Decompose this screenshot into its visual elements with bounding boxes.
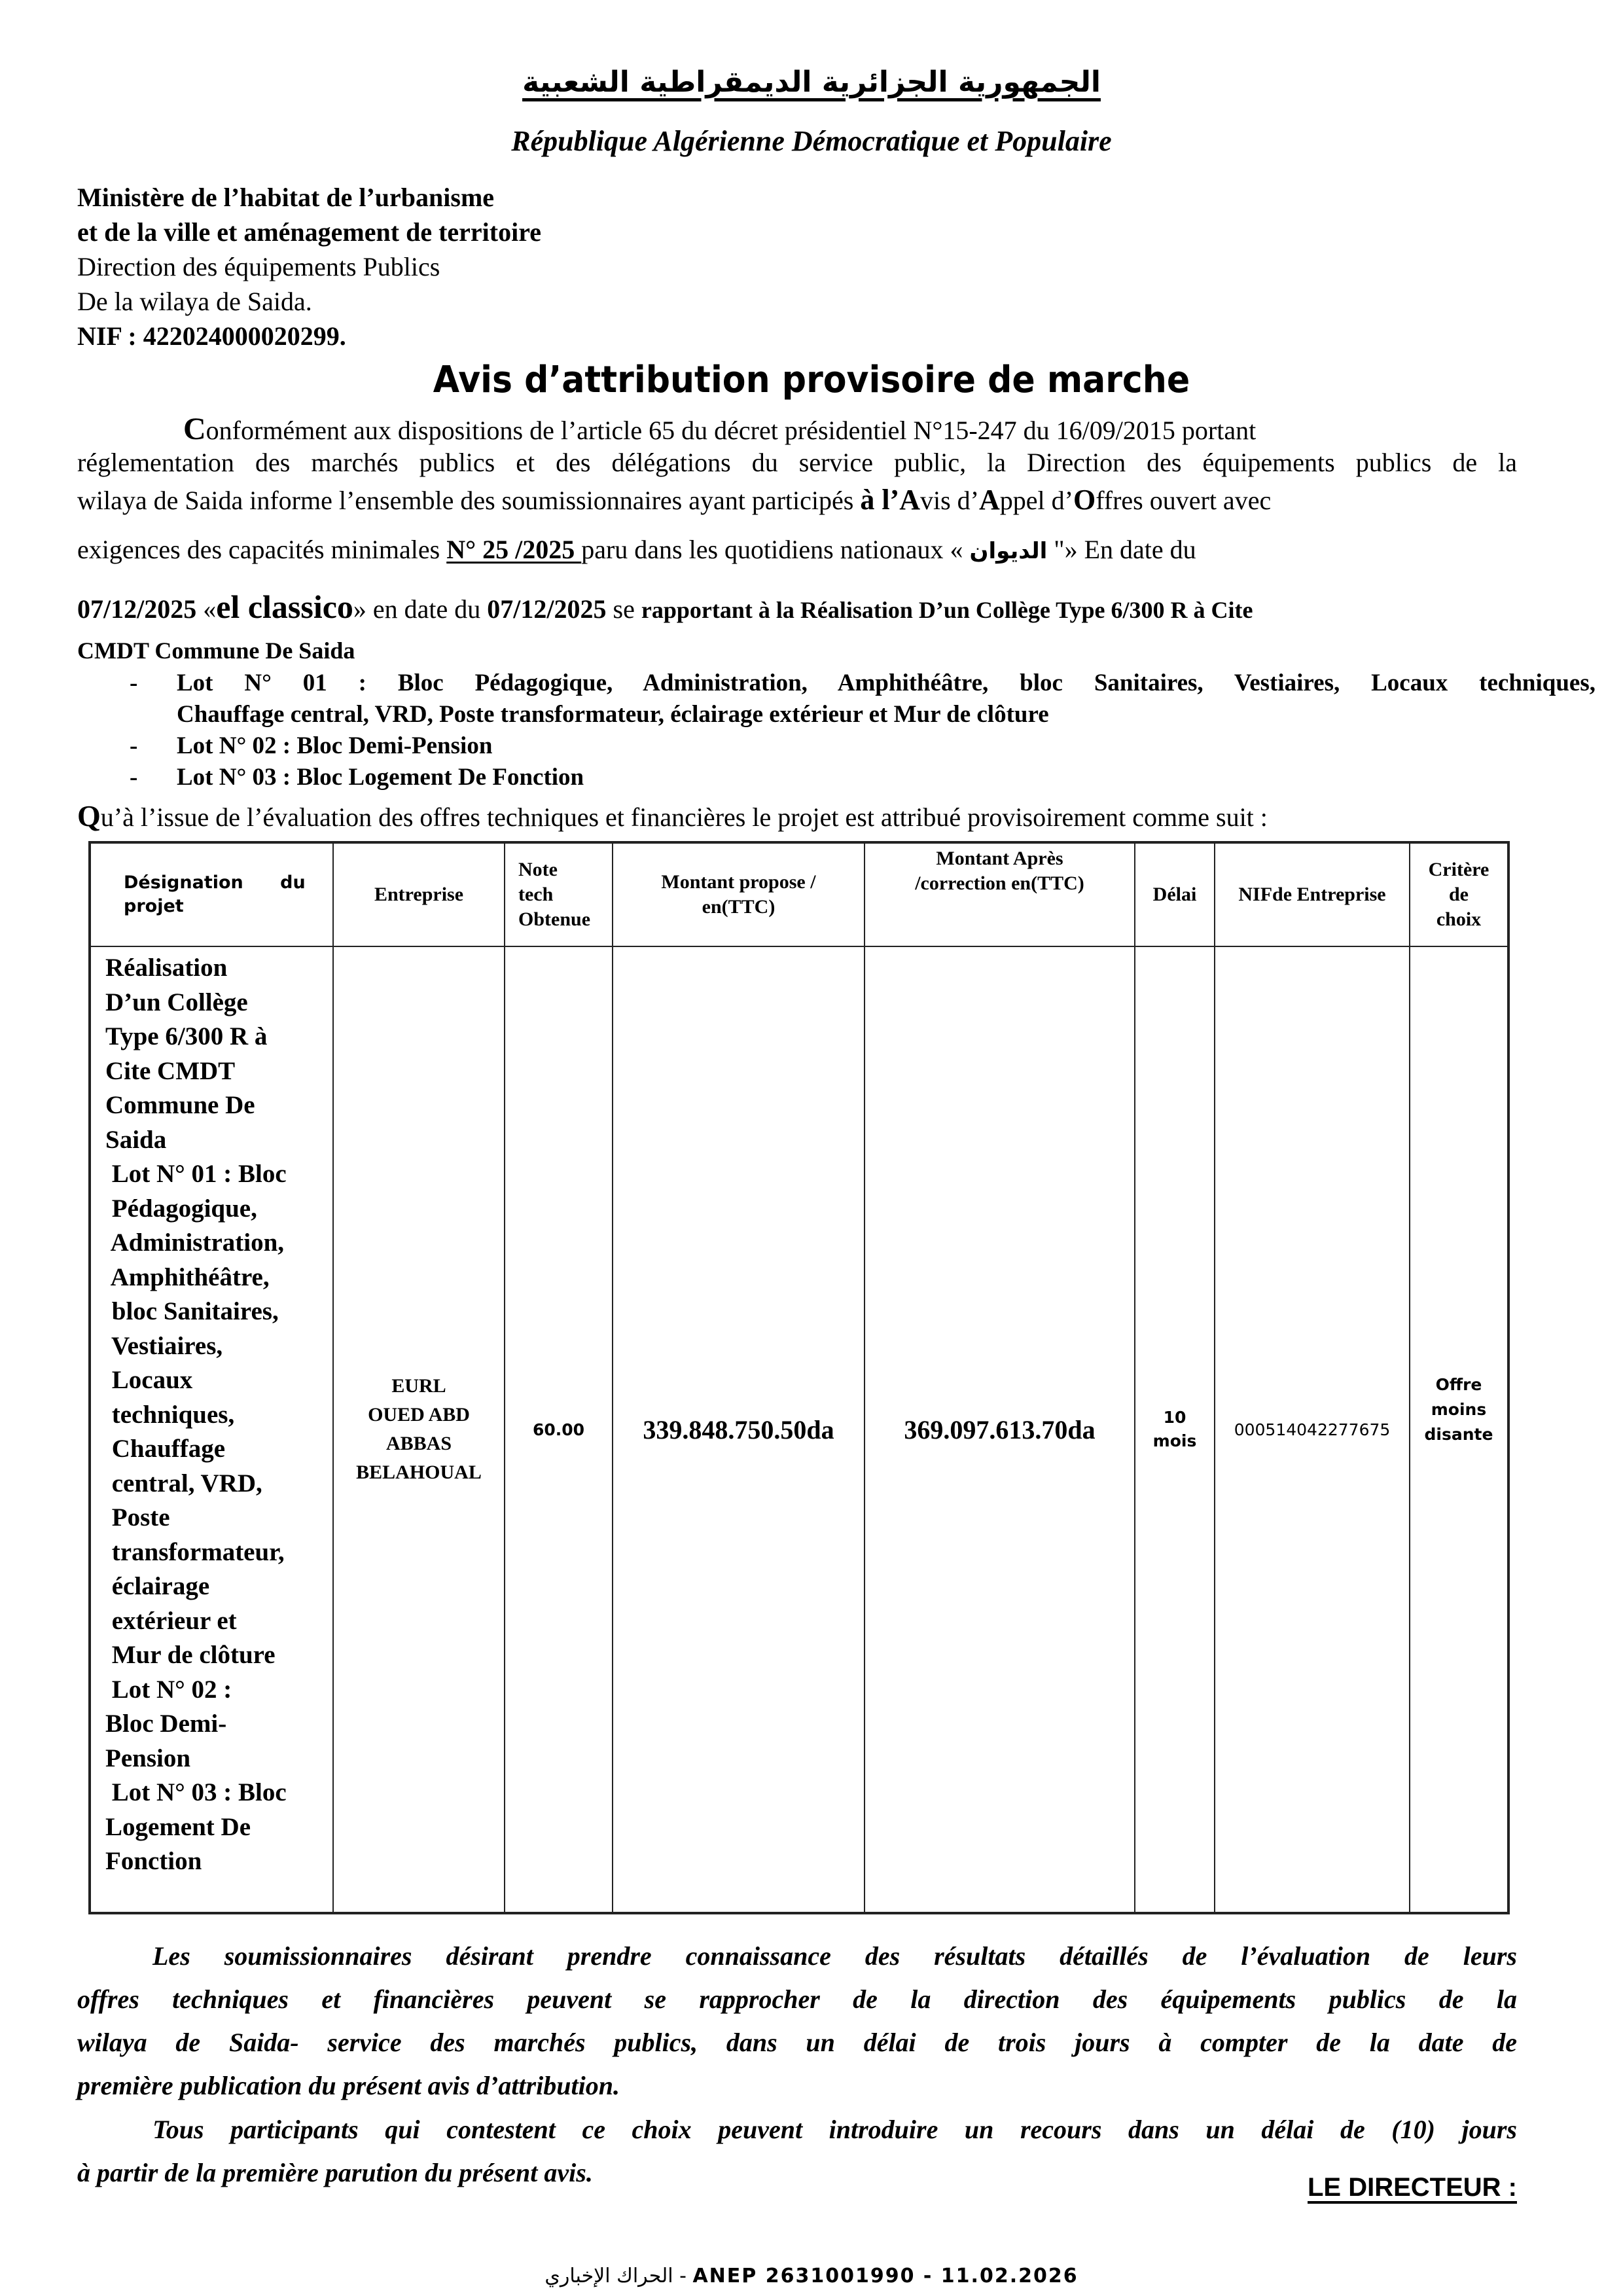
- lot-2-text: Lot N° 02 : Bloc Demi-Pension: [177, 732, 493, 759]
- col-header-delai: Délai: [1135, 842, 1215, 946]
- intro-text: «: [196, 594, 217, 624]
- outcome-line: [77, 798, 1268, 833]
- newspaper-name: el classico: [216, 588, 353, 625]
- table-header-row: [90, 842, 1508, 946]
- intro-line-3: [77, 483, 1271, 516]
- col-header-montant-apres: [865, 842, 1135, 946]
- designation-line: Pension: [105, 1744, 191, 1772]
- footer: [0, 2265, 1623, 2287]
- designation-line: Chauffage: [105, 1435, 226, 1463]
- table-row: [90, 946, 1508, 1913]
- intro-text: se: [606, 594, 641, 624]
- designation-line: bloc Sanitaires,: [105, 1297, 279, 1325]
- cell-montant-apres: 369.097.613.70da: [865, 946, 1135, 1913]
- designation-line: Lot N° 01 : Bloc: [105, 1160, 287, 1188]
- designation-line: Lot N° 03 : Bloc: [105, 1778, 287, 1806]
- designation-line: techniques,: [105, 1400, 235, 1429]
- intro-text: ffres ouvert avec: [1096, 486, 1272, 515]
- drop-letter: Q: [77, 799, 101, 833]
- critere-line: moins: [1431, 1400, 1487, 1419]
- col-header-nif: NIFde Entreprise: [1215, 842, 1410, 946]
- cell-designation: [90, 946, 333, 1913]
- header-text: Obtenue: [518, 908, 591, 930]
- arabic-republic-title: [0, 65, 1623, 99]
- header-text: Critère: [1428, 859, 1489, 880]
- closing-line: Les soumissionnaires désirant prendre connaissance des résultats détaillés de l’évaluation de leurs: [152, 1941, 1517, 1971]
- designation-line: extérieur et: [105, 1606, 237, 1635]
- intro-text: onformément aux dispositions de l’article 65 du décret présidentiel N°15-247 du 16/09/2015 portant: [205, 416, 1257, 445]
- document-title: Avis d’attribution provisoire de marche: [433, 359, 1190, 401]
- publication-date-2: 07/12/2025: [487, 594, 607, 624]
- issuer-nif: NIF : 422024000020299.: [77, 321, 346, 351]
- designation-line: Type 6/300 R à: [105, 1022, 268, 1050]
- arabic-title-text: الجمهورية الجزائرية الديمقراطية الشعبية: [522, 65, 1101, 99]
- critere-line: disante: [1424, 1425, 1493, 1444]
- designation-line: Amphithéâtre,: [105, 1263, 270, 1291]
- delai-value: 10: [1163, 1408, 1186, 1427]
- entreprise-line: BELAHOUAL: [356, 1462, 482, 1483]
- designation-line: Fonction: [105, 1847, 202, 1875]
- header-text: projet: [124, 896, 184, 916]
- designation-line: Poste: [105, 1503, 170, 1532]
- direction-line-2: De la wilaya de Saida.: [77, 287, 312, 316]
- intro-line-5: [77, 588, 1253, 626]
- designation-line: Pédagogique,: [105, 1194, 257, 1223]
- ministry-line-2: et de la ville et aménagement de territoire: [77, 217, 541, 247]
- designation-line: Locaux: [105, 1366, 193, 1394]
- closing-line: Tous participants qui contestent ce choix peuvent introduire un recours dans un délai de (10) jours: [152, 2115, 1517, 2144]
- footer-separator: -: [673, 2265, 693, 2287]
- intro-bold: A: [978, 484, 1000, 516]
- republic-title: République Algérienne Démocratique et Populaire: [511, 125, 1112, 157]
- cell-critere: [1410, 946, 1508, 1913]
- publication-date-1: 07/12/2025: [77, 594, 197, 624]
- header-text: de: [1449, 884, 1469, 905]
- delai-unit: mois: [1152, 1431, 1197, 1450]
- outcome-text: u’à l’issue de l’évaluation des offres techniques et financières le projet est attribué provisoirement comme suit :: [100, 802, 1268, 832]
- col-header-entreprise: Entreprise: [333, 842, 505, 946]
- col-header-critere: [1410, 842, 1508, 946]
- bullet-dash: -: [130, 670, 138, 696]
- header-text: Montant Après: [936, 848, 1063, 869]
- intro-line-2: réglementation des marchés publics et des délégations du service public, la Direction des équipements publics de la: [77, 448, 1517, 477]
- intro-bold: à l’A: [860, 484, 920, 516]
- bullet-dash: -: [130, 732, 138, 759]
- cell-entreprise: [333, 946, 505, 1913]
- intro-text: paru dans les quotidiens nationaux «: [581, 535, 970, 564]
- designation-line: Vestiaires,: [105, 1331, 223, 1360]
- intro-text: vis d’: [919, 486, 979, 515]
- designation-line: Mur de clôture: [105, 1641, 276, 1669]
- designation-line: Bloc Demi-: [105, 1710, 227, 1738]
- cell-nif: 000514042277675: [1215, 946, 1410, 1913]
- header-text: choix: [1436, 908, 1482, 930]
- intro-text: » en date du: [353, 594, 488, 624]
- designation-line: Logement De: [105, 1812, 251, 1841]
- intro-text: wilaya de Saida informe l’ensemble des soumissionnaires ayant participés: [77, 486, 861, 515]
- cell-delai: [1135, 946, 1215, 1913]
- intro-line-6: CMDT Commune De Saida: [77, 637, 355, 664]
- header-text: /correction en(TTC): [915, 872, 1084, 894]
- cell-montant: 339.848.750.50da: [613, 946, 865, 1913]
- intro-line-1: [183, 411, 1256, 447]
- closing-line: wilaya de Saida- service des marchés publics, dans un délai de trois jours à compter de la date de: [77, 2028, 1517, 2057]
- footer-arabic: الحراك الإخباري: [544, 2265, 673, 2287]
- award-table: [88, 841, 1510, 1914]
- col-header-montant: [613, 842, 865, 946]
- designation-line: Lot N° 02 :: [105, 1675, 232, 1704]
- issuer-block: [77, 180, 541, 353]
- cell-note: 60.00: [505, 946, 613, 1913]
- closing-line: offres techniques et financières peuvent se rapprocher de la direction des équipements publics de la: [77, 1984, 1517, 2014]
- drop-letter: C: [183, 412, 206, 446]
- intro-bold: O: [1073, 484, 1096, 516]
- lot-item-1-cont: Chauffage central, VRD, Poste transformateur, éclairage extérieur et Mur de clôture: [177, 701, 1049, 728]
- header-text: en(TTC): [702, 896, 776, 918]
- designation-line: central, VRD,: [105, 1469, 262, 1498]
- intro-line-4: [77, 534, 1196, 565]
- designation-line: éclairage: [105, 1572, 210, 1600]
- ministry-line-1: Ministère de l’habitat de l’urbanisme: [77, 183, 495, 212]
- closing-line: première publication du présent avis d’attribution.: [77, 2071, 620, 2100]
- header-text: Montant propose /: [661, 871, 816, 893]
- intro-bold: rapportant à la Réalisation D’un Collège Type 6/300 R à Cite: [641, 597, 1253, 623]
- designation-line: D’un Collège: [105, 988, 248, 1016]
- signature-director: LE DIRECTEUR :: [1308, 2173, 1517, 2202]
- header-text: Désignation du: [124, 872, 306, 893]
- lot-1-text: Lot N° 01 : Bloc Pédagogique, Administration, Amphithéâtre, bloc Sanitaires, Vestiaires, Locaux techniques,: [177, 670, 1596, 696]
- designation-line: Commune De: [105, 1091, 255, 1119]
- intro-text: exigences des capacités minimales: [77, 535, 447, 564]
- header-text: Note: [518, 859, 558, 880]
- entreprise-line: EURL: [391, 1375, 446, 1397]
- col-header-designation: [90, 842, 333, 946]
- designation-lines: [105, 951, 332, 1879]
- designation-line: transformateur,: [105, 1537, 285, 1566]
- designation-line: Cite CMDT: [105, 1056, 236, 1085]
- bullet-dash: -: [130, 764, 138, 791]
- intro-text: ppel d’: [999, 486, 1073, 515]
- lot-3-text: Lot N° 03 : Bloc Logement De Fonction: [177, 764, 584, 791]
- designation-line: Administration,: [105, 1229, 285, 1257]
- direction-line-1: Direction des équipements Publics: [77, 252, 440, 281]
- entreprise-line: OUED ABD: [368, 1404, 470, 1426]
- header-text: tech: [518, 884, 554, 905]
- intro-text: "» En date du: [1047, 535, 1196, 564]
- designation-line: Réalisation: [105, 954, 228, 982]
- newspaper-arabic: الديوان: [969, 538, 1048, 564]
- closing-line: à partir de la première parution du présent avis.: [77, 2158, 593, 2187]
- tender-number: N° 25 /2025: [446, 535, 582, 564]
- critere-line: Offre: [1435, 1375, 1482, 1394]
- col-header-note: [505, 842, 613, 946]
- designation-line: Saida: [105, 1125, 167, 1154]
- entreprise-line: ABBAS: [385, 1433, 452, 1454]
- footer-anep-ref: ANEP 2631001990 - 11.02.2026: [692, 2265, 1079, 2287]
